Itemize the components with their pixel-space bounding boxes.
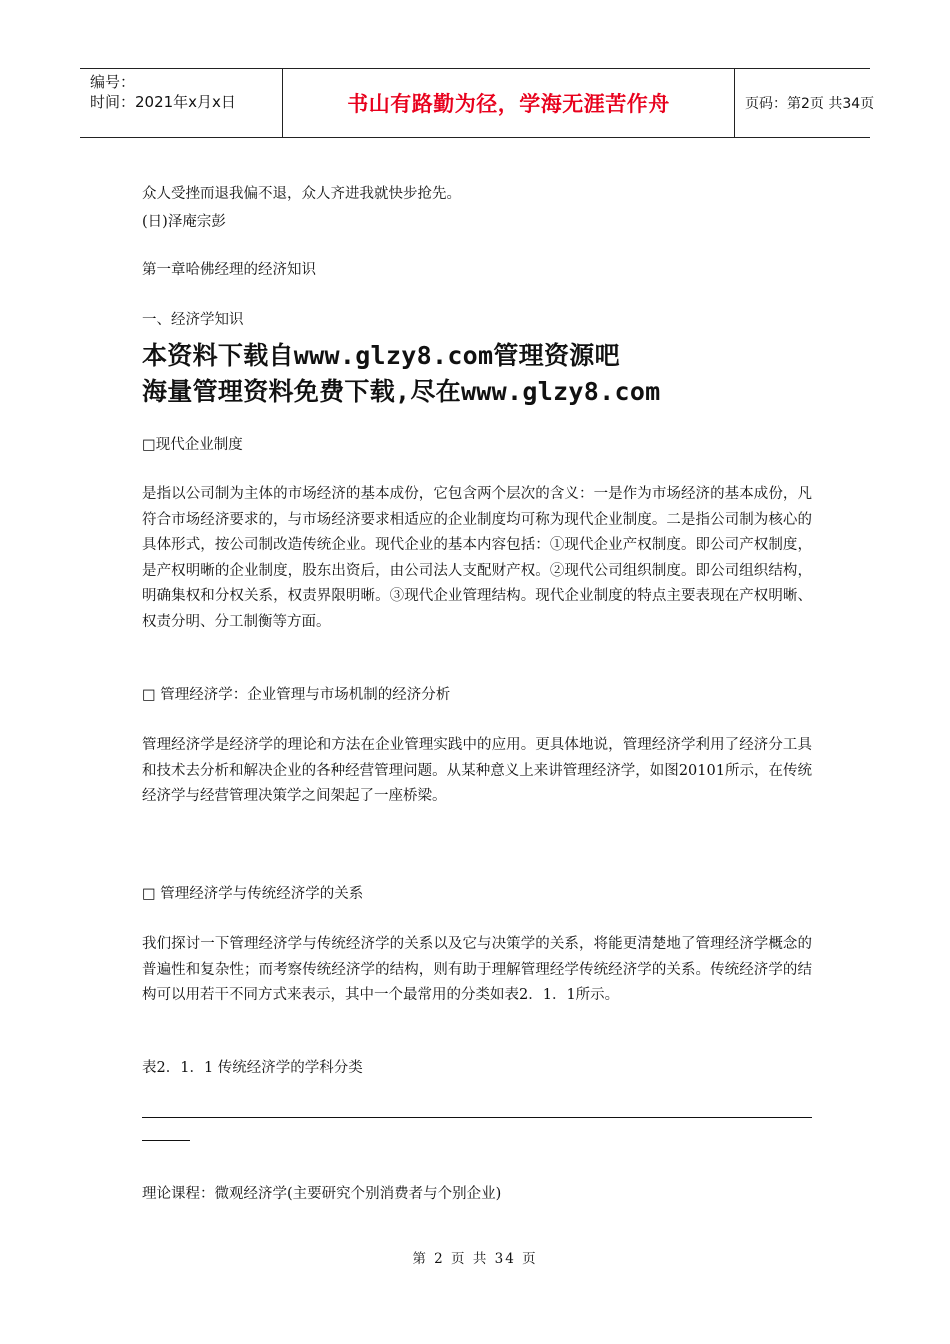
theory-course-line: 理论课程：微观经济学(主要研究个别消费者与个别企业)	[142, 1186, 502, 1202]
header-motto-cell	[282, 69, 735, 137]
quote-author: (日)泽庵宗彭	[142, 214, 226, 230]
header-page-info: 页码：第2页 共34页	[745, 96, 875, 112]
page-footer: 第 2 页 共 34 页	[412, 1251, 538, 1267]
header-motto: 书山有路勤为径，学海无涯苦作舟	[347, 92, 670, 116]
topic-1-paragraph: 是指以公司制为主体的市场经济的基本成份，它包含两个层次的含义：一是作为市场经济的基本成份，凡符合市场经济要求的，与市场经济要求相适应的企业制度均可称为现代企业制度。二是指公司制为核心的具体形式，按公司制改造传统企业。现代企业的基本内容包括：①现代企业产权制度。即公司产权制度，是产权明晰的企业制度，股东出资后，由公司法人支配财产权。②现代公司组织制度。即公司组织结构，明确集权和分权关系，权责界限明晰。③现代企业管理结构。现代企业制度的特点主要表现在产权明晰、权责分明、分工制衡等方面。	[142, 486, 812, 630]
section-title: 一、经济学知识	[142, 312, 244, 328]
chapter-title: 第一章哈佛经理的经济知识	[142, 262, 316, 278]
table-caption: 表2．1．1 传统经济学的学科分类	[142, 1060, 363, 1076]
table-top-rule	[142, 1117, 812, 1118]
watermark-line-2: 海量管理资料免费下载,尽在www.glzy8.com	[142, 377, 661, 406]
quote-line: 众人受挫而退我偏不退，众人齐进我就快步抢先。	[142, 186, 461, 202]
topic-1-heading: □现代企业制度	[142, 437, 243, 453]
topic-3-heading: □ 管理经济学与传统经济学的关系	[142, 886, 364, 902]
table-rule-continuation	[142, 1140, 190, 1141]
watermark-line-1: 本资料下载自www.glzy8.com管理资源吧	[142, 341, 620, 370]
header-time-label: 时间：2021年x月x日	[90, 93, 236, 111]
topic-3-paragraph: 我们探讨一下管理经济学与传统经济学的关系以及它与决策学的关系，将能更清楚地了管理经济学概念的普遍性和复杂性；而考察传统经济学的结构，则有助于理解管理经学传统经济学的关系。传统经济学的结构可以用若干不同方式来表示，其中一个最常用的分类如表2．1．1所示。	[142, 936, 812, 1003]
page-header	[80, 68, 875, 138]
header-meta	[80, 69, 282, 137]
topic-2-heading: □ 管理经济学：企业管理与市场机制的经济分析	[142, 687, 451, 703]
header-number-label: 编号：	[90, 73, 136, 91]
topic-2-paragraph: 管理经济学是经济学的理论和方法在企业管理实践中的应用。更具体地说，管理经济学利用了经济分工具和技术去分析和解决企业的各种经营管理问题。从某种意义上来讲管理经济学，如图20101所示，在传统经济学与经营管理决策学之间架起了一座桥梁。	[142, 737, 812, 804]
